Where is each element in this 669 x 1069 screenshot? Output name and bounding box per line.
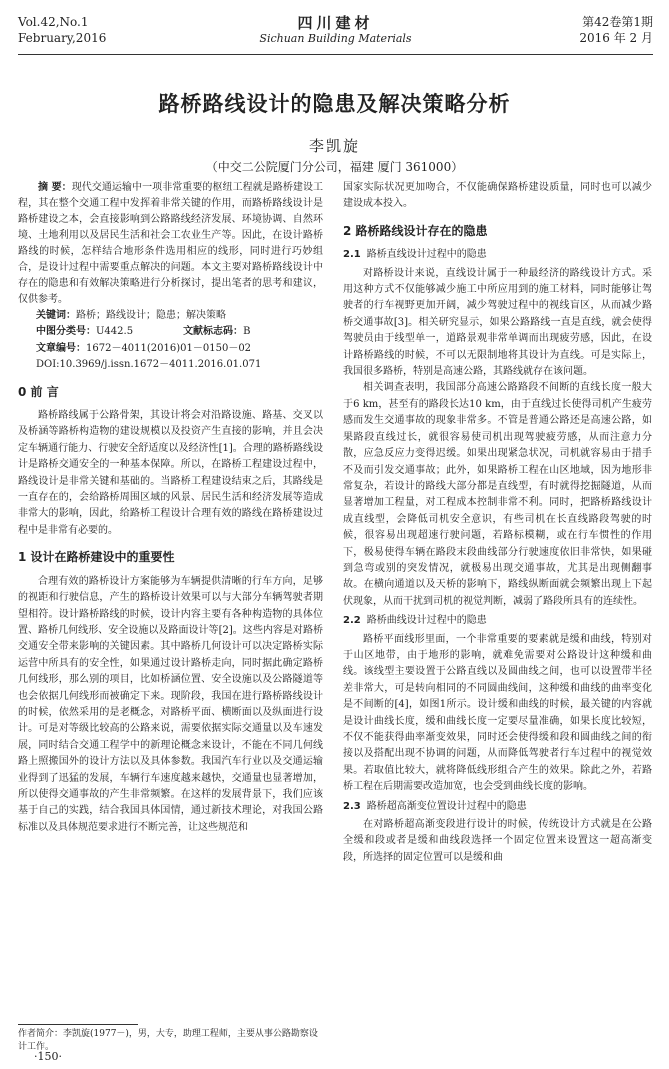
abstract-label: 摘 要：: [38, 182, 72, 193]
right-column: [343, 180, 652, 866]
subsection-2-1-number: 2.1: [343, 249, 361, 261]
running-header: [18, 14, 653, 55]
subsection-2-3-paragraph: 在对路桥超高渐变段进行设计的时候，传统设计方式就是在公路全缓和段或者是缓和曲线段选择一个固定位置来设置这一超高渐变段，所选择的固定位置可以是缓和曲: [343, 819, 652, 863]
author-affiliation: （中交二公院厦门分公司，福建 厦门 361000）: [205, 160, 464, 174]
date-cn: 2016 年 2 月: [579, 31, 653, 45]
abstract-text: 现代交通运输中一项非常重要的枢纽工程就是路桥建设工程，其在整个交通工程中发挥着非常关键的作用，而路桥路线设计是路桥建设之本，会直接影响到公路路线经济发展、环境协调、自然环境、土地利用以及居民生活和社会工农业生产等。因此，在设计路桥路线的时候，怎样结合地形条件选用相应的线形，同时进行巧妙组合，是设计过程中需要重点解决的问题。本文主要对路桥路线设计中存在的隐患和有效解决策略进行分析探讨，提出笔者的思考和建议，仅供参考。: [18, 182, 324, 305]
section-1-heading: 1 设计在路桥建设中的重要性: [18, 550, 175, 565]
date-en: February,2016: [18, 31, 107, 45]
subsection-2-1-title: 路桥直线设计过程中的隐患: [366, 249, 487, 261]
volume-issue-cn: 第42卷第1期: [582, 15, 653, 29]
subsection-2-2-title: 路桥曲线设计过程中的隐患: [366, 615, 487, 627]
article-title: 路桥路线设计的隐患及解决策略分析: [158, 92, 511, 116]
subsection-2-1-heading: [343, 247, 652, 263]
article-no-label: 文章编号：: [36, 342, 86, 354]
keywords-label: 关键词：: [36, 310, 76, 321]
journal-name-en: Sichuan Building Materials: [259, 32, 412, 45]
header-right: [579, 14, 653, 46]
classification-line: [18, 324, 323, 340]
footnote-rule: [18, 1024, 138, 1025]
continued-paragraph: 国家实际状况更加吻合，不仅能确保路桥建设质量，同时也可以减少建设成本投入。: [343, 182, 652, 210]
doc-code-label: 文献标志码：: [183, 326, 244, 338]
article-no-value: 1672－4011(2016)01－0150－02: [86, 342, 252, 354]
author-footnote: 作者简介：李凯旋(1977－)，男，大专，助理工程师，主要从事公路勘察设计工作。: [18, 1029, 318, 1052]
section-2-heading: 2 路桥路线设计存在的隐患: [343, 223, 488, 238]
keywords-line: [18, 308, 323, 324]
subsection-2-3-title: 路桥超高渐变位置设计过程中的隐患: [366, 800, 527, 812]
left-column: [18, 180, 323, 836]
journal-logo-cn: 四川建材: [297, 14, 374, 32]
subsection-2-2-heading: [343, 613, 652, 629]
journal-logo: [18, 14, 653, 46]
keywords-text: 路桥；路线设计；隐患；解决策略: [76, 310, 226, 321]
clc-value: U442.5: [96, 326, 134, 338]
subsection-2-1-paragraph-2: 相关调查表明，我国部分高速公路路段不间断的直线长度一般大于6 km，甚至有的路段长达10 km，由于直线过长使得司机产生疲劳感而发生交通事故的现象非常多。不管是普通公路还是高速公路，如果路段直线过长，就很容易使司机出现驾驶疲劳感，从而注意力分散，应急反应力变得迟缓。如果出现紧急状况，司机就容易由于措手不及而引发交通事故；此外，如果路桥工程在山区地域，因为地形非常复杂，若设计的路线大部分都是直线型，有时就得挖掘隧道，从而显著增加工程量，对工程成本控制非常不利。同时，把路桥路线设计成直线型，会降低司机安全意识，有些司机在长直线路段驾驶的时候，很容易出现超速行驶问题，若路标模糊，或在行车惯性的作用下，极易使得车辆在路段末段曲线部分行驶速度依旧非常快，如果碰到急弯或别的突发情况，就极易出现交通事故，尤其是出现侧翻事故。在横向通道以及天桥的影响下，路线纵断面就会频繁出现上下起伏现象，从而干扰到司机的视觉判断，减弱了路段所具有的连续性。: [343, 382, 652, 607]
subsection-2-3-number: 2.3: [343, 800, 361, 812]
volume-issue-en: Vol.42,No.1: [18, 15, 89, 29]
doi-line: DOI:10.3969/j.issn.1672－4011.2016.01.071: [36, 359, 262, 371]
section-0-heading: 0 前 言: [18, 384, 59, 399]
page-number: ·150·: [34, 1050, 62, 1063]
section-1-paragraph: 合理有效的路桥设计方案能够为车辆提供清晰的行车方向，足够的视距和行驶信息，产生的路桥设计效果可以与大部分车辆驾驶者期望相符。设计路桥路线的时候，设计内容主要有各种构造物的具体位置、路桥几何线形、安全设施以及路面设计等[2]。这些内容是对路桥交通安全带来影响的关键因素。其中路桥几何设计可以决定路桥实际运营中所具有的安全性，如果通过设计路桥走向，同时据此确定路桥几何线形，那么别的项目，比如桥涵位置、安全设施以及公路隧道等也会依据几何线形而被确定下来。现阶段，我国在进行路桥路线设计的时候，依然采用的是老概念，对路桥平面、横断面以及纵面进行设计。可是对等级比较高的公路来说，需要依据实际交通量以及车速发展，同时结合交通工程学中的新理论概念来设计，不能在不同几何线路上照搬国外的设计方法以及具体参数。我国汽车行业以及交通运输业得到了迅猛的发展，车辆行车速度越来越快，交通量也显著增加，所以使得交通事故的产生非常频繁。在这样的发展背景下，我们应该基于自己的实践，结合我国具体国情，通过新技术理论，对我国公路标准以及具体规范要求进行不断完善，让这些规范和: [18, 575, 323, 833]
abstract: [18, 180, 323, 308]
subsection-2-3-heading: [343, 799, 652, 815]
subsection-2-2-paragraph: 路桥平面线形里面，一个非常重要的要素就是缓和曲线，特别对于山区地带，由于地形的影响，就难免需要对公路设计这种缓和曲线。该线型主要设置于公路直线以及圆曲线之间，也可以设置带半径差非常大，可是转向相同的不同圆曲线间，这种缓和曲线的曲率变化是不间断的[4]，如图1所示。设计缓和曲线的时候，最关键的内容就是设计曲线长度，缓和曲线长度一定要尽量准确，如果长度比较短，不仅不能获得曲率渐变效果，同时还会使得缓和段和圆曲线之间的衔接以及搭配出现不协调的问题，从而降低驾驶者行车过程中的视觉效果。若取值比较大，就将降低线形组合产生的效果。除此之外，若路桥工程在后期需要改造加宽，也会受到曲线长度的影响。: [343, 633, 652, 793]
author-name: 李凯旋: [308, 137, 360, 155]
section-0-paragraph: 路桥路线属于公路骨架，其设计将会对沿路设施、路基、交叉以及桥涵等路桥构造物的建设规模以及投资产生直接的影响，并且会决定车辆通行能力、行驶安全舒适度以及经济性[1]。合理的路桥路线设计是路桥交通安全的一种基本保障。所以，在路桥工程建设过程中，路线设计是非常关键和基础的。当路桥工程建设结束之后，其路线是一直存在的，会给路桥周围区域的风景、居民生活和经济发展等造成非常大的影响，因此，给路桥工程设计合理有效的路线在路桥建设过程中是非常有必要的。: [18, 410, 323, 536]
clc-label: 中图分类号：: [36, 326, 96, 338]
subsection-2-1-paragraph-1: 对路桥设计来说，直线设计属于一种最经济的路线设计方式。采用这种方式不仅能够减少施工中所应用到的施工材料，同时能够让驾驶者的行车视野更加开阔，减少驾驶过程中的视线盲区，从而减少路桥交通事故[3]。相关研究显示，如果公路路线一直是直线，就会使得驾驶员由于线型单一，道路景观非常单调而出现疲劳感，因此，在设计路桥路线的时候，不可以无限制地将其设计为直线。可是实际上，我国很多路桥，特别是高速公路，其路线就存在该问题。: [343, 267, 652, 378]
subsection-2-2-number: 2.2: [343, 615, 361, 627]
article-number-line: [18, 341, 323, 357]
doc-code-value: B: [243, 326, 251, 338]
